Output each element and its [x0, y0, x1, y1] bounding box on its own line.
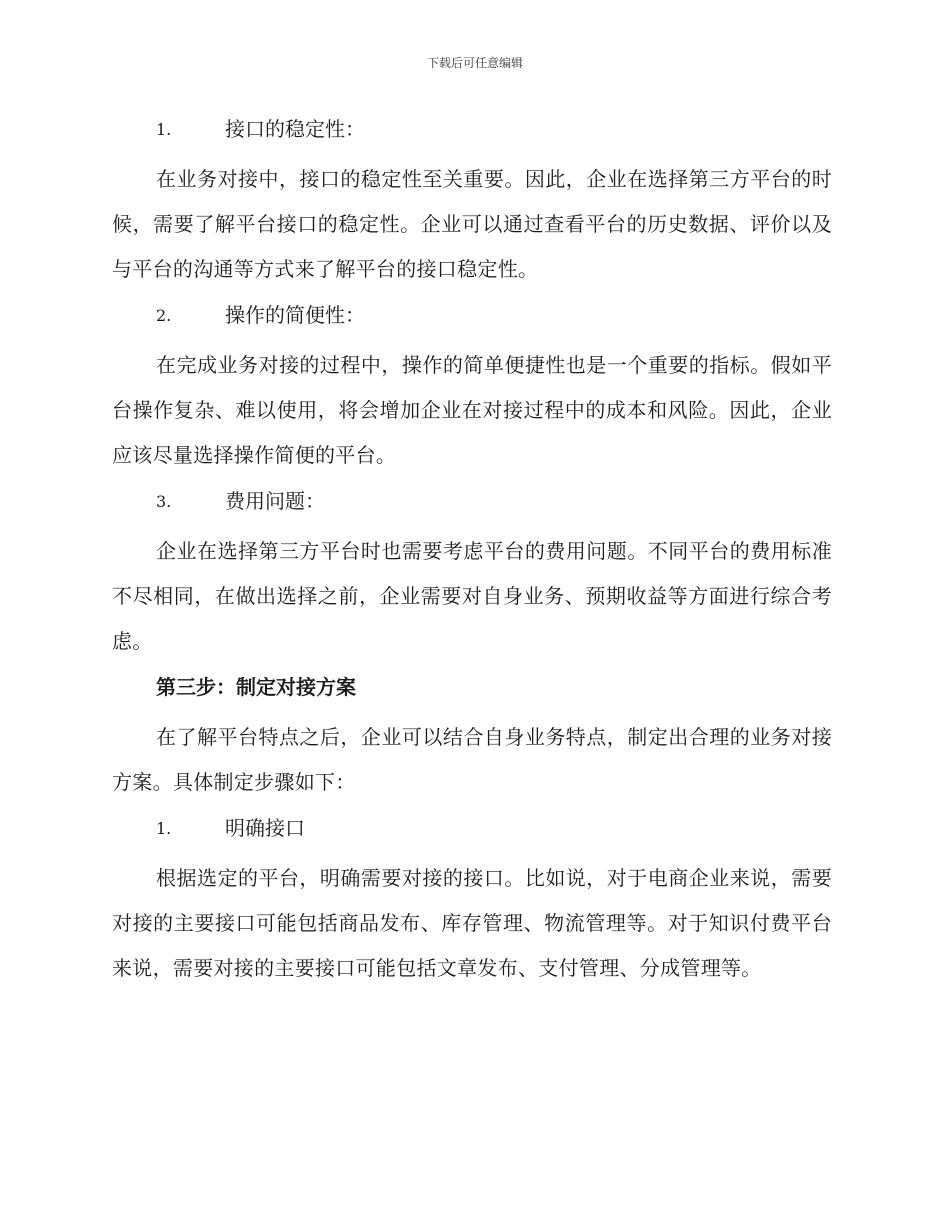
list-item-label: 费用问题： — [225, 489, 325, 513]
paragraph-simplicity: 在完成业务对接的过程中，操作的简单便捷性也是一个重要的指标。假如平台操作复杂、难以使用，将会增加企业在对接过程中的成本和风险。因此，企业应该尽量选择操作简便的平台。 — [112, 353, 832, 467]
paragraph-interfaces: 根据选定的平台，明确需要对接的接口。比如说，对于电商企业来说，需要对接的主要接口可能包括商品发布、库存管理、物流管理等。对于知识付费平台来说，需要对接的主要接口可能包括文章发布、支付管理、分成管理等。 — [112, 866, 832, 980]
list-number: 2. — [156, 306, 172, 325]
paragraph-cost: 企业在选择第三方平台时也需要考虑平台的费用问题。不同平台的费用标准不尽相同，在做出选择之前，企业需要对自身业务、预期收益等方面进行综合考虑。 — [112, 539, 832, 653]
page-header: 下载后可任意编辑 — [426, 56, 523, 70]
list-item-label: 明确接口 — [225, 816, 305, 840]
list-item-label: 操作的简便性： — [225, 303, 365, 327]
document-body — [112, 112, 832, 997]
list-item-label: 接口的稳定性： — [225, 117, 365, 141]
list-number: 1. — [156, 819, 172, 838]
list-item-simplicity — [112, 298, 832, 333]
paragraph-stability: 在业务对接中，接口的稳定性至关重要。因此，企业在选择第三方平台的时候，需要了解平台接口的稳定性。企业可以通过查看平台的历史数据、评价以及与平台的沟通等方式来了解平台的接口稳定性。 — [112, 167, 832, 281]
list-number: 3. — [156, 492, 172, 511]
list-number: 1. — [156, 120, 172, 139]
list-item-interfaces — [112, 811, 832, 846]
paragraph-plan-intro: 在了解平台特点之后，企业可以结合自身业务特点，制定出合理的业务对接方案。具体制定步骤如下： — [112, 725, 832, 794]
section-heading: 第三步：制定对接方案 — [156, 675, 356, 699]
list-item-stability — [112, 112, 832, 147]
list-item-cost — [112, 484, 832, 519]
